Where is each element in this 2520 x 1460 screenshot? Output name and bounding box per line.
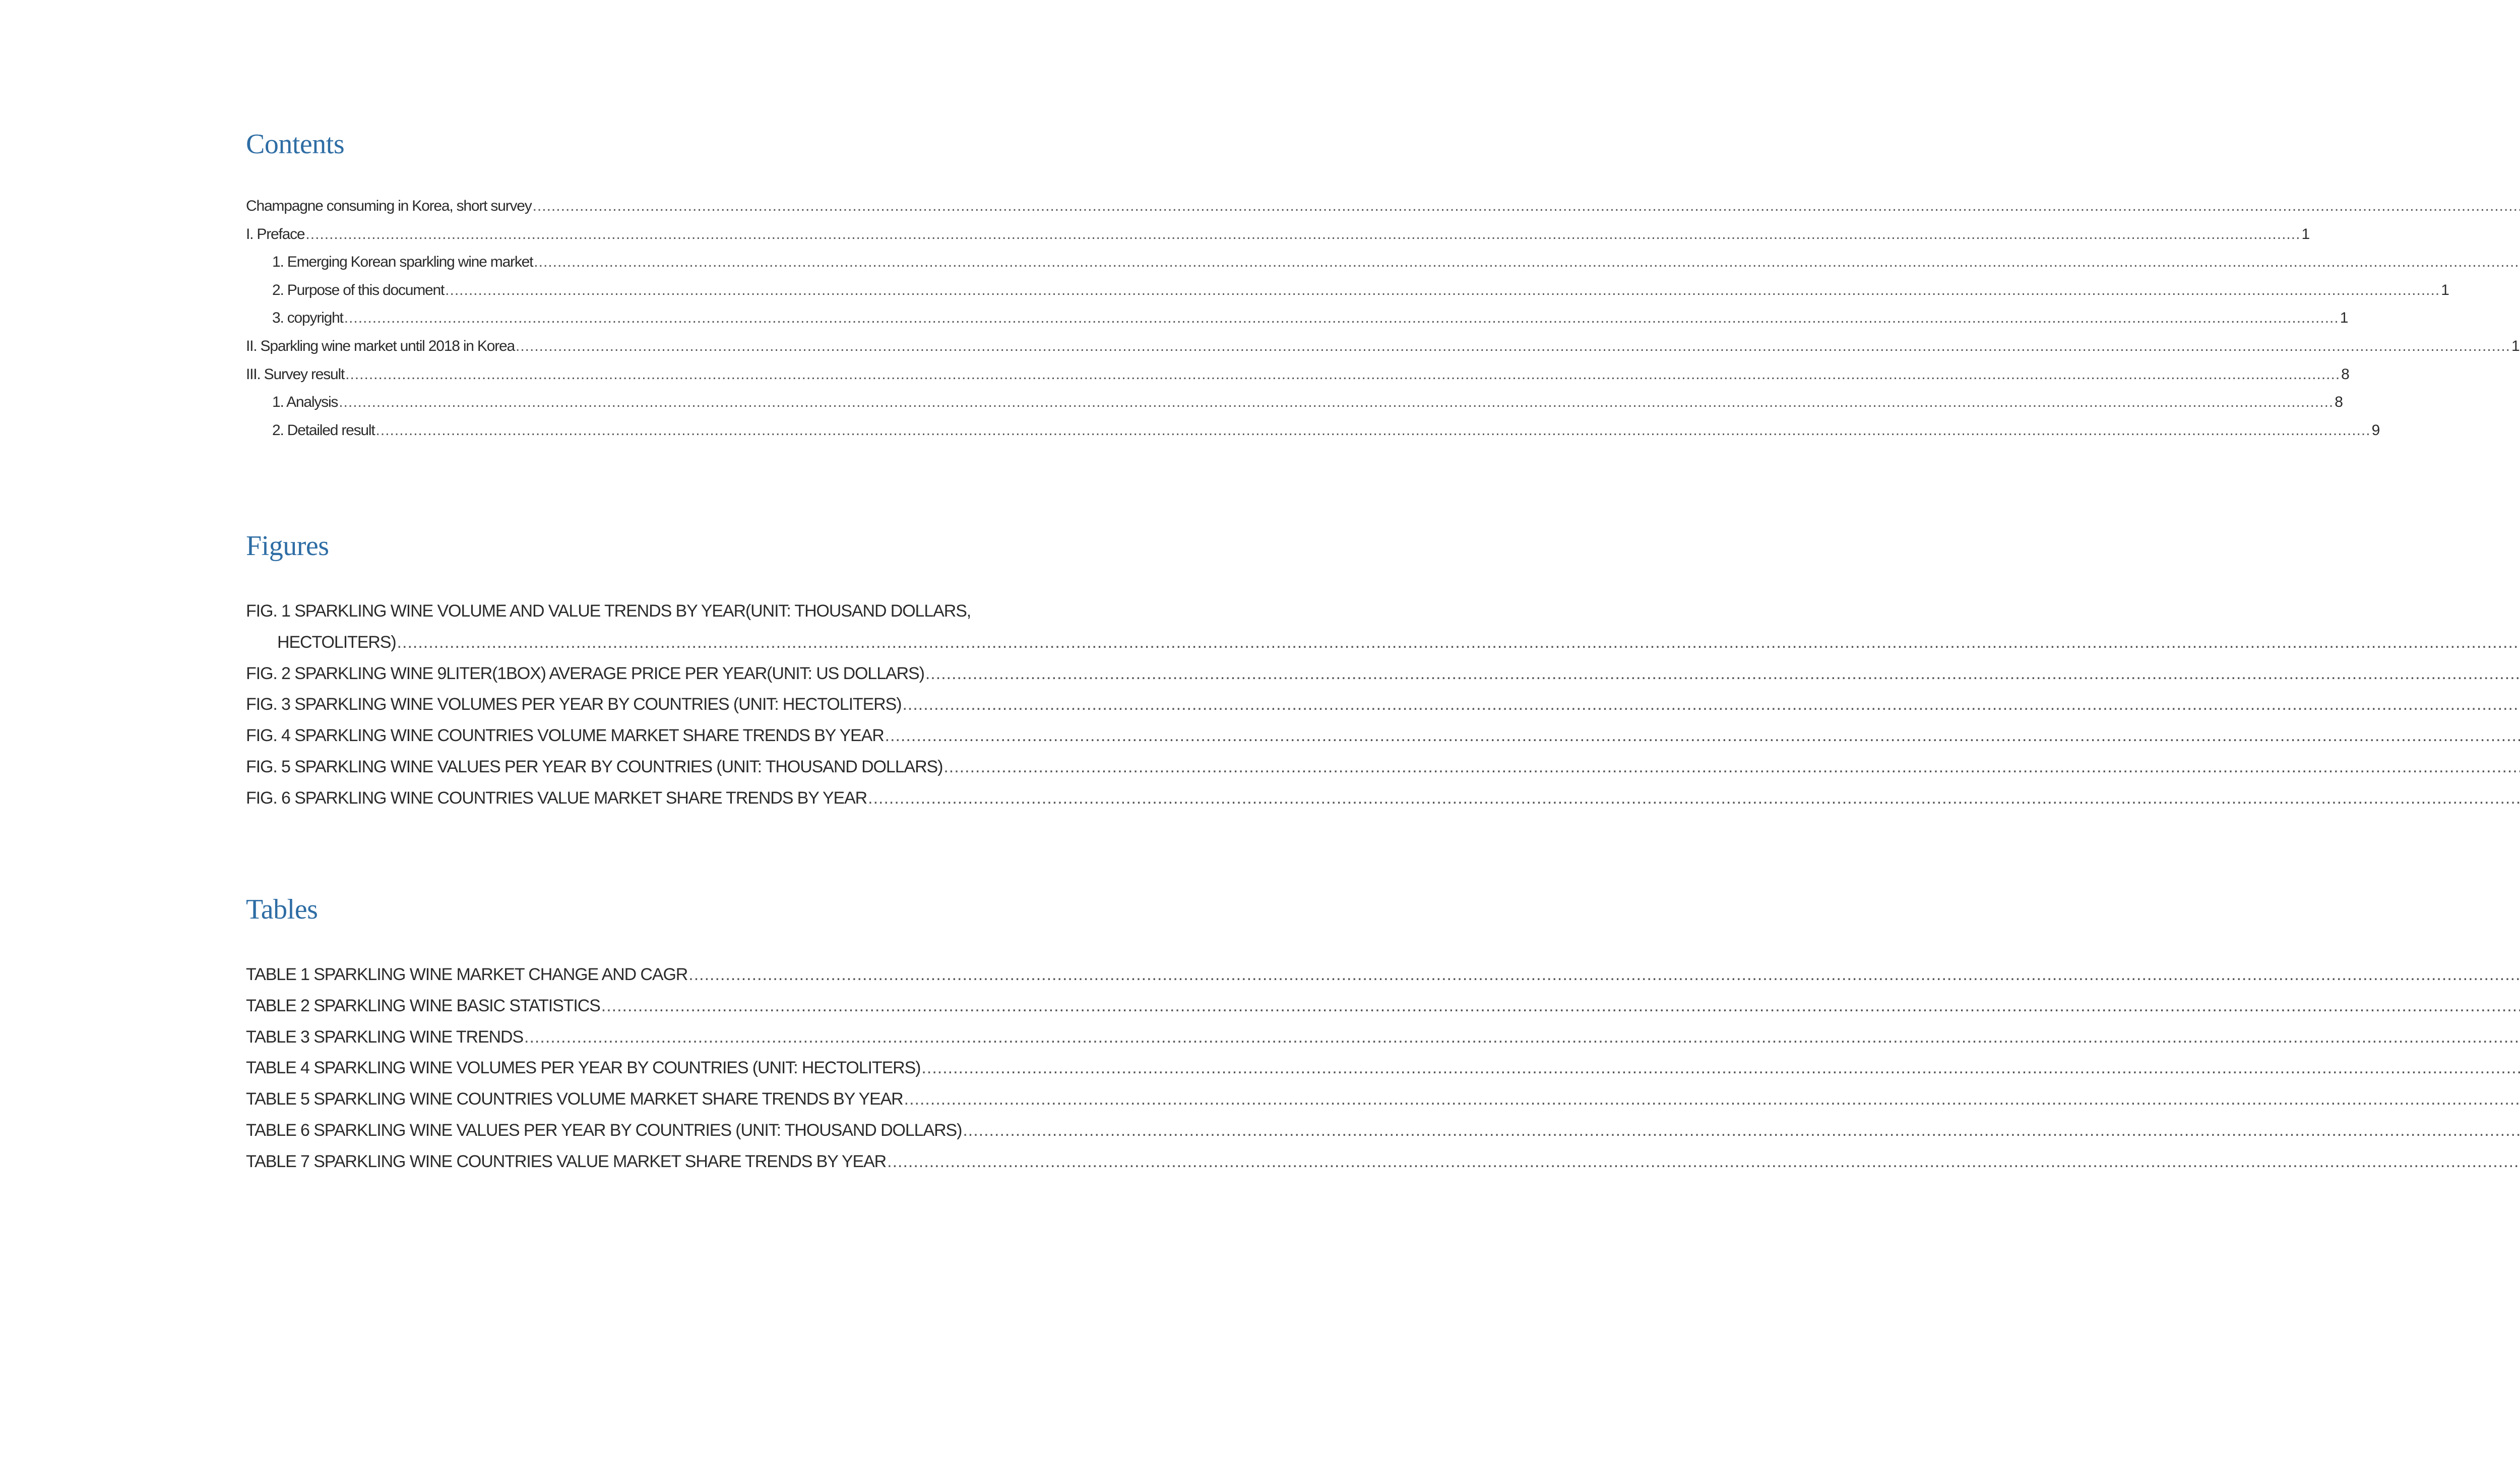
toc-entry-label: 2. Detailed result: [272, 421, 375, 439]
dot-leader: [868, 788, 2520, 808]
figure-entry-label: FIG. 6 SPARKLING WINE COUNTRIES VALUE MARKET SHARE TRENDS BY YEAR: [246, 788, 867, 808]
dot-leader: [885, 726, 2520, 746]
table-entry[interactable]: [246, 1120, 962, 1152]
table-entry[interactable]: [246, 996, 939, 1027]
figure-entry-label: FIG. 3 SPARKLING WINE VOLUMES PER YEAR BY COUNTRIES (UNIT: HECTOLITERS): [246, 695, 902, 714]
toc-entry-page: 1: [2511, 337, 2519, 354]
table-entry[interactable]: [246, 1058, 939, 1089]
toc-entry[interactable]: [246, 337, 2519, 366]
dot-leader: [921, 1058, 2520, 1078]
toc-entry-label: III. Survey result: [246, 366, 345, 383]
dot-leader: [904, 1089, 2520, 1109]
dot-leader: [345, 366, 2340, 383]
figure-entry[interactable]: [246, 601, 971, 633]
figures-heading: Figures: [246, 530, 329, 562]
dot-leader: [376, 422, 2371, 439]
toc-entry-page: 1: [2301, 225, 2309, 242]
toc-entry[interactable]: [246, 225, 2309, 254]
dot-leader: [601, 996, 2520, 1016]
contents-list: [246, 198, 2519, 450]
dot-leader: [397, 633, 2520, 652]
toc-entry-label: I. Preface: [246, 225, 305, 242]
contents-section: [246, 129, 2519, 450]
table-entry-label: TABLE 5 SPARKLING WINE COUNTRIES VOLUME MARKET SHARE TRENDS BY YEAR: [246, 1089, 903, 1109]
figure-entry[interactable]: [246, 664, 939, 695]
table-entry-label: TABLE 7 SPARKLING WINE COUNTRIES VALUE MARKET SHARE TRENDS BY YEAR: [246, 1151, 887, 1171]
table-entry[interactable]: [246, 1152, 939, 1183]
toc-entry[interactable]: [246, 198, 939, 226]
dot-leader: [688, 965, 2520, 985]
figure-entry[interactable]: [246, 695, 939, 726]
table-entry[interactable]: [246, 1027, 939, 1059]
dot-leader: [925, 664, 2520, 684]
figure-entry-label: FIG. 5 SPARKLING WINE VALUES PER YEAR BY COUNTRIES (UNIT: THOUSAND DOLLARS): [246, 757, 943, 776]
toc-entry-page: 1: [2340, 310, 2348, 327]
table-entry[interactable]: [246, 1089, 939, 1121]
dot-leader: [445, 282, 2440, 299]
toc-subentry[interactable]: [246, 254, 939, 282]
table-entry-label: TABLE 1 SPARKLING WINE MARKET CHANGE AND CAGR: [246, 965, 688, 984]
dot-leader: [534, 254, 2520, 271]
toc-entry-page: 8: [2335, 394, 2343, 411]
toc-entry-label: 1. Emerging Korean sparkling wine market: [272, 254, 533, 271]
toc-subentry[interactable]: [246, 281, 2449, 310]
toc-entry-label: Champagne consuming in Korea, short survey: [246, 198, 532, 214]
dot-leader: [533, 198, 2520, 215]
dot-leader: [887, 1152, 2520, 1172]
toc-entry-page: 9: [2371, 421, 2380, 439]
figure-entry-label-cont: HECTOLITERS): [277, 632, 396, 652]
figure-entry-continuation[interactable]: [246, 633, 939, 664]
figure-entry-label: FIG. 4 SPARKLING WINE COUNTRIES VOLUME MARKET SHARE TRENDS BY YEAR: [246, 726, 884, 746]
figures-section: [246, 530, 971, 820]
dot-leader: [902, 695, 2520, 714]
table-entry-label: TABLE 4 SPARKLING WINE VOLUMES PER YEAR BY COUNTRIES (UNIT: HECTOLITERS): [246, 1058, 921, 1078]
toc-subentry[interactable]: [246, 310, 2348, 338]
figure-entry-label: FIG. 2 SPARKLING WINE 9LITER(1BOX) AVERAGE PRICE PER YEAR(UNIT: US DOLLARS): [246, 663, 924, 683]
contents-heading: Contents: [246, 129, 345, 160]
toc-entry-page: 1: [2441, 281, 2449, 298]
toc-subentry[interactable]: [246, 394, 2343, 422]
tables-heading: Tables: [246, 894, 318, 925]
dot-leader: [943, 757, 2520, 777]
tables-list: [246, 965, 962, 1183]
toc-entry-label: II. Sparkling wine market until 2018 in Korea: [246, 337, 515, 354]
toc-entry-label: 3. copyright: [272, 310, 343, 327]
toc-entry-label: 2. Purpose of this document: [272, 281, 445, 298]
table-entry[interactable]: [246, 965, 939, 996]
dot-leader: [963, 1121, 2520, 1140]
table-entry-label: TABLE 2 SPARKLING WINE BASIC STATISTICS: [246, 996, 600, 1015]
dot-leader: [516, 338, 2510, 355]
figure-entry-label: FIG. 1 SPARKLING WINE VOLUME AND VALUE TRENDS BY YEAR(UNIT: THOUSAND DOLLARS,: [246, 601, 971, 621]
figure-entry[interactable]: [246, 726, 939, 757]
toc-entry-label: 1. Analysis: [272, 394, 338, 411]
figures-list: [246, 601, 971, 820]
dot-leader: [344, 310, 2339, 327]
toc-entry[interactable]: [246, 366, 2349, 394]
dot-leader: [305, 226, 2300, 243]
table-entry-label: TABLE 6 SPARKLING WINE VALUES PER YEAR BY COUNTRIES (UNIT: THOUSAND DOLLARS): [246, 1120, 962, 1140]
dot-leader: [524, 1027, 2520, 1047]
figure-entry[interactable]: [246, 788, 939, 820]
figure-entry[interactable]: [246, 757, 943, 788]
dot-leader: [339, 394, 2334, 411]
toc-subentry[interactable]: [246, 421, 2380, 450]
toc-entry-page: 8: [2341, 366, 2349, 383]
table-entry-label: TABLE 3 SPARKLING WINE TRENDS: [246, 1027, 524, 1047]
tables-section: [246, 894, 962, 1183]
